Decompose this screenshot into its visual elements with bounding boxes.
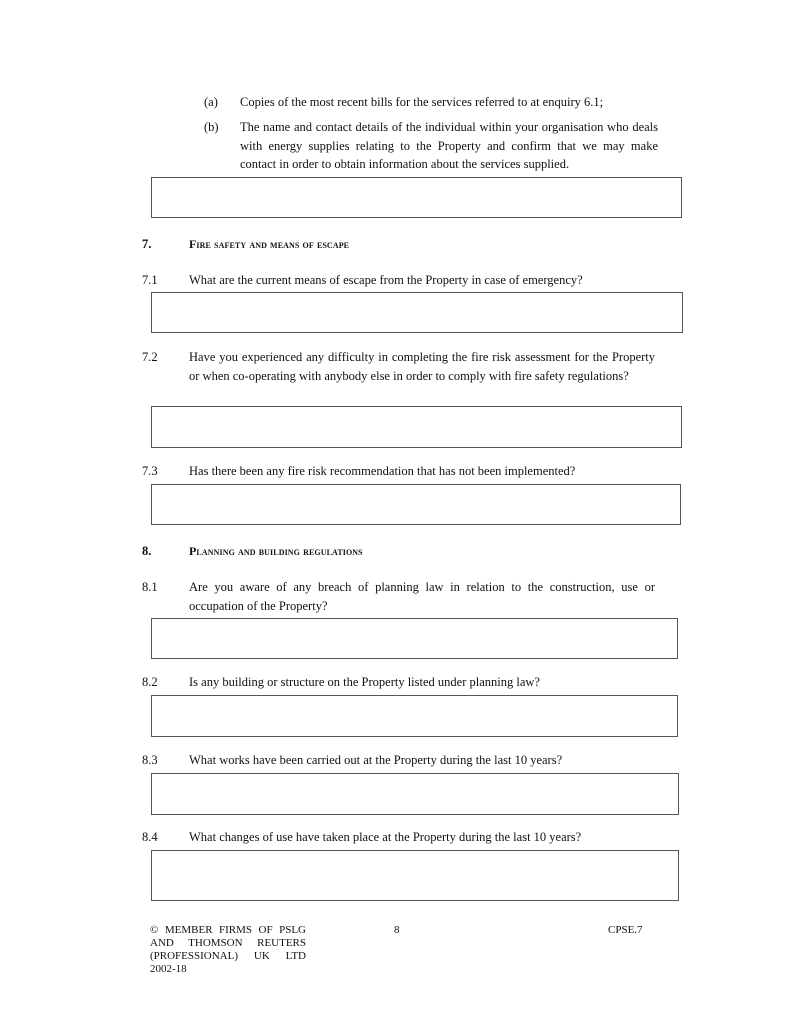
footer-copyright-line: © MEMBER FIRMS OF PSLG xyxy=(150,924,306,936)
question-8-3-text: What works have been carried out at the Property during the last 10 years? xyxy=(189,753,563,767)
sub-item-b-label: (b) xyxy=(204,120,219,134)
footer-copyright-line: (PROFESSIONAL) UK LTD xyxy=(150,950,306,962)
section-7-title: Fire safety and means of escape xyxy=(189,237,350,251)
answer-box-6-documents[interactable] xyxy=(151,177,682,218)
question-8-1-number: 8.1 xyxy=(142,580,158,594)
question-7-1-text: What are the current means of escape from the Property in case of emergency? xyxy=(189,273,583,287)
footer-page-number: 8 xyxy=(394,924,400,936)
sub-item-a-label: (a) xyxy=(204,95,218,109)
question-7-2-number: 7.2 xyxy=(142,350,158,364)
footer-copyright xyxy=(150,924,306,976)
answer-box-7-1[interactable] xyxy=(151,292,683,333)
answer-box-8-2[interactable] xyxy=(151,695,678,737)
section-7-number: 7. xyxy=(142,237,152,251)
question-8-2-number: 8.2 xyxy=(142,675,158,689)
section-8-number: 8. xyxy=(142,544,152,558)
answer-box-8-1[interactable] xyxy=(151,618,678,659)
question-8-4-text: What changes of use have taken place at the Property during the last 10 years? xyxy=(189,830,582,844)
answer-box-7-2[interactable] xyxy=(151,406,682,448)
question-8-3-number: 8.3 xyxy=(142,753,158,767)
footer-copyright-year: 2002-18 xyxy=(150,963,187,975)
footer-doc-code: CPSE.7 xyxy=(608,924,643,936)
question-7-2-text: Have you experienced any difficulty in completing the fire risk assessment for the Property or when co-operating with anybody else in order to comply with fire safety regulations? xyxy=(189,350,655,383)
answer-box-8-3[interactable] xyxy=(151,773,679,815)
sub-item-b-text: The name and contact details of the individual within your organisation who deals with energy supplies relating to the Property and confirm that we may make contact in order to obtain information about the services supplied. xyxy=(240,120,658,171)
question-7-3-number: 7.3 xyxy=(142,464,158,478)
answer-box-8-4[interactable] xyxy=(151,850,679,901)
answer-box-7-3[interactable] xyxy=(151,484,681,525)
question-8-1-text: Are you aware of any breach of planning law in relation to the construction, use or occupation of the Property? xyxy=(189,580,655,613)
question-8-2-text: Is any building or structure on the Property listed under planning law? xyxy=(189,675,540,689)
footer-copyright-line: AND THOMSON REUTERS xyxy=(150,937,306,949)
sub-item-a-text: Copies of the most recent bills for the services referred to at enquiry 6.1; xyxy=(240,95,604,109)
question-7-3-text: Has there been any fire risk recommendation that has not been implemented? xyxy=(189,464,576,478)
question-7-1-number: 7.1 xyxy=(142,273,158,287)
question-8-4-number: 8.4 xyxy=(142,830,158,844)
section-8-title: Planning and building regulations xyxy=(189,544,363,558)
